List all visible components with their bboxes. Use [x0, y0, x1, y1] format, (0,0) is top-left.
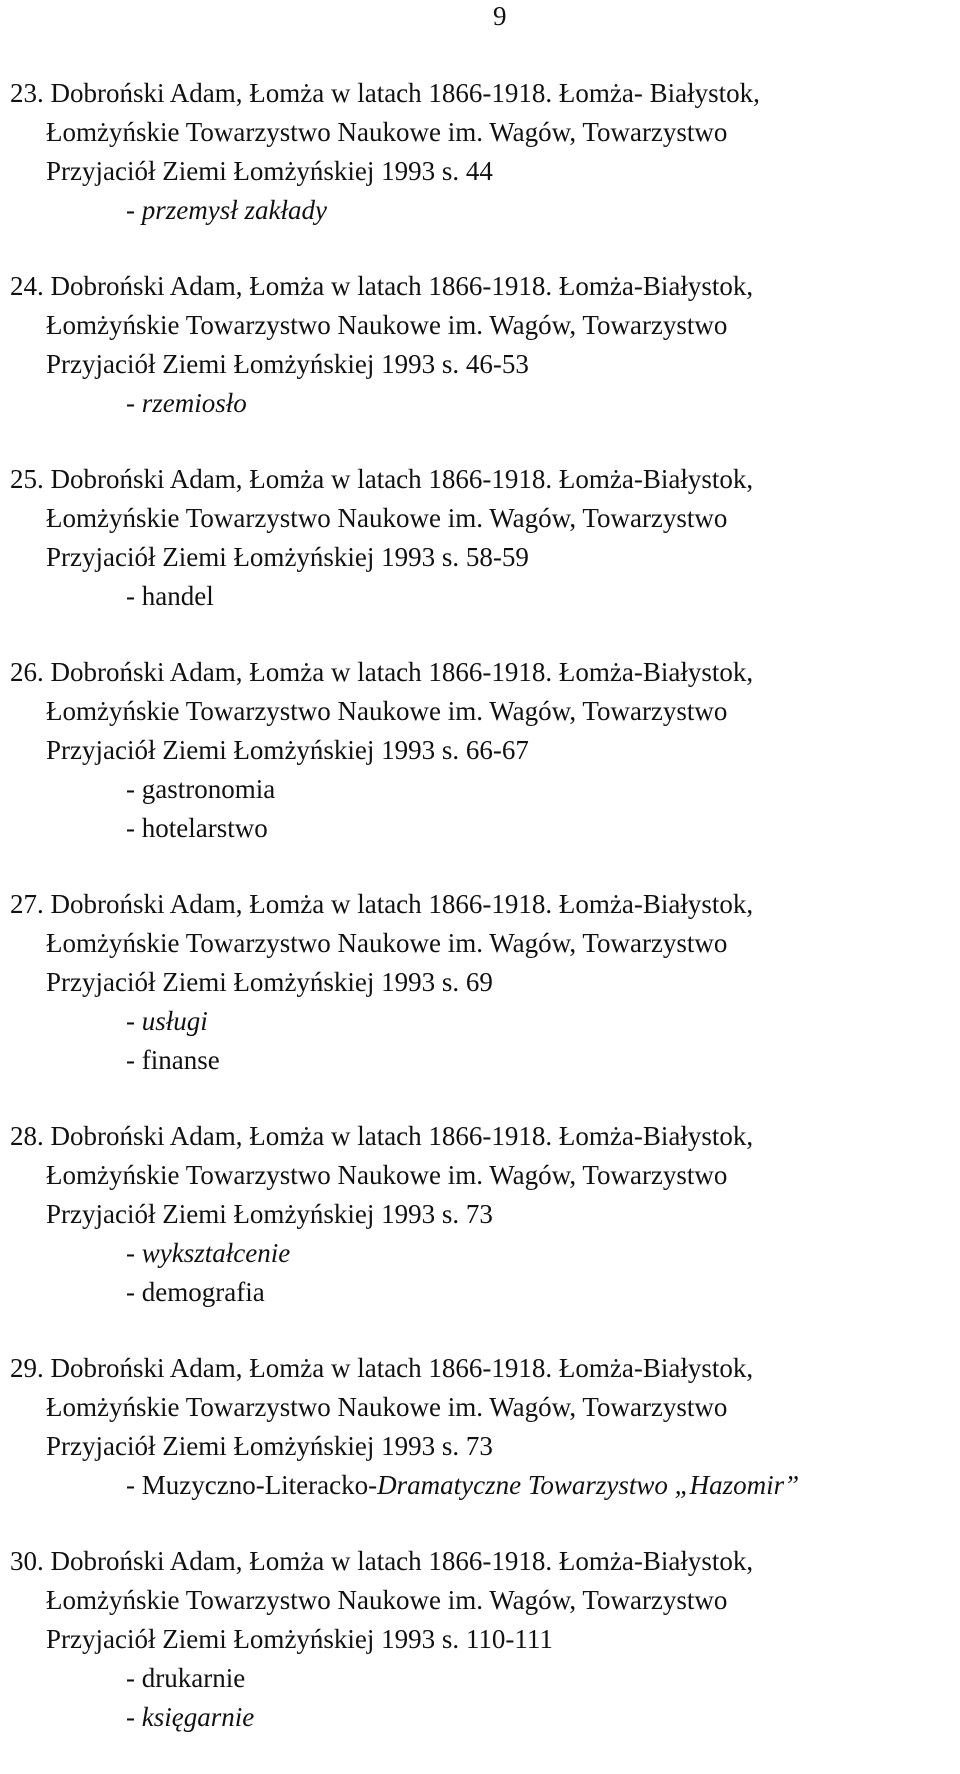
entry-topic: - demografia [126, 1277, 265, 1307]
entry-line-2: Łomżyńskie Towarzystwo Naukowe im. Wagów, Towarzystwo [46, 928, 728, 958]
entry-line-2: Łomżyńskie Towarzystwo Naukowe im. Wagów, Towarzystwo [46, 696, 728, 726]
list-item [0, 885, 960, 1080]
entry-topic: - hotelarstwo [126, 813, 268, 843]
entry-line-2: Łomżyńskie Towarzystwo Naukowe im. Wagów, Towarzystwo [46, 1585, 728, 1615]
entry-line-1: 29. Dobroński Adam, Łomża w latach 1866-1918. Łomża-Białystok, [10, 1353, 754, 1383]
list-item [0, 1542, 960, 1737]
entry-line-1: 27. Dobroński Adam, Łomża w latach 1866-1918. Łomża-Białystok, [10, 889, 754, 919]
list-item [0, 1349, 960, 1505]
list-item [0, 1117, 960, 1312]
entry-line-3: Przyjaciół Ziemi Łomżyńskiej 1993 s. 44 [46, 156, 493, 186]
bibliography-list [0, 74, 960, 1774]
list-item [0, 460, 960, 616]
entry-line-3: Przyjaciół Ziemi Łomżyńskiej 1993 s. 46-53 [46, 349, 529, 379]
entry-topic-plain: - Muzyczno-Literacko- [126, 1470, 378, 1500]
entry-line-1: 28. Dobroński Adam, Łomża w latach 1866-1918. Łomża-Białystok, [10, 1121, 754, 1151]
entry-line-1: 23. Dobroński Adam, Łomża w latach 1866-1918. Łomża- Białystok, [10, 78, 760, 108]
entry-topic: - księgarnie [126, 1702, 255, 1732]
entry-topic: - wykształcenie [126, 1238, 291, 1268]
entry-topic: - drukarnie [126, 1663, 246, 1693]
entry-line-2: Łomżyńskie Towarzystwo Naukowe im. Wagów, Towarzystwo [46, 1392, 728, 1422]
entry-line-1: 26. Dobroński Adam, Łomża w latach 1866-1918. Łomża-Białystok, [10, 657, 754, 687]
entry-line-1: 25. Dobroński Adam, Łomża w latach 1866-1918. Łomża-Białystok, [10, 464, 754, 494]
entry-line-1: 30. Dobroński Adam, Łomża w latach 1866-1918. Łomża-Białystok, [10, 1546, 754, 1576]
entry-line-3: Przyjaciół Ziemi Łomżyńskiej 1993 s. 73 [46, 1199, 493, 1229]
entry-line-2: Łomżyńskie Towarzystwo Naukowe im. Wagów, Towarzystwo [46, 310, 728, 340]
entry-topic-italic: Dramatyczne Towarzystwo „Hazomir” [377, 1470, 800, 1500]
entry-line-3: Przyjaciół Ziemi Łomżyńskiej 1993 s. 66-67 [46, 735, 529, 765]
entry-topic: - przemysł zakłady [126, 195, 327, 225]
entry-topic: - usługi [126, 1006, 208, 1036]
list-item [0, 267, 960, 423]
entry-line-3: Przyjaciół Ziemi Łomżyńskiej 1993 s. 69 [46, 967, 493, 997]
entry-line-1: 24. Dobroński Adam, Łomża w latach 1866-1918. Łomża-Białystok, [10, 271, 754, 301]
page-number: 9 [493, 1, 507, 31]
list-item [0, 74, 960, 230]
entry-topic: - rzemiosło [126, 388, 247, 418]
entry-topic [0, 1466, 960, 1505]
entry-line-2: Łomżyńskie Towarzystwo Naukowe im. Wagów, Towarzystwo [46, 1160, 728, 1190]
entry-line-3: Przyjaciół Ziemi Łomżyńskiej 1993 s. 110-111 [46, 1624, 553, 1654]
entry-topic: - finanse [126, 1045, 220, 1075]
entry-topic: - handel [126, 581, 214, 611]
entry-line-2: Łomżyńskie Towarzystwo Naukowe im. Wagów, Towarzystwo [46, 503, 728, 533]
entry-line-3: Przyjaciół Ziemi Łomżyńskiej 1993 s. 73 [46, 1431, 493, 1461]
entry-line-3: Przyjaciół Ziemi Łomżyńskiej 1993 s. 58-59 [46, 542, 529, 572]
entry-line-2: Łomżyńskie Towarzystwo Naukowe im. Wagów, Towarzystwo [46, 117, 728, 147]
entry-topic: - gastronomia [126, 774, 276, 804]
list-item [0, 653, 960, 848]
